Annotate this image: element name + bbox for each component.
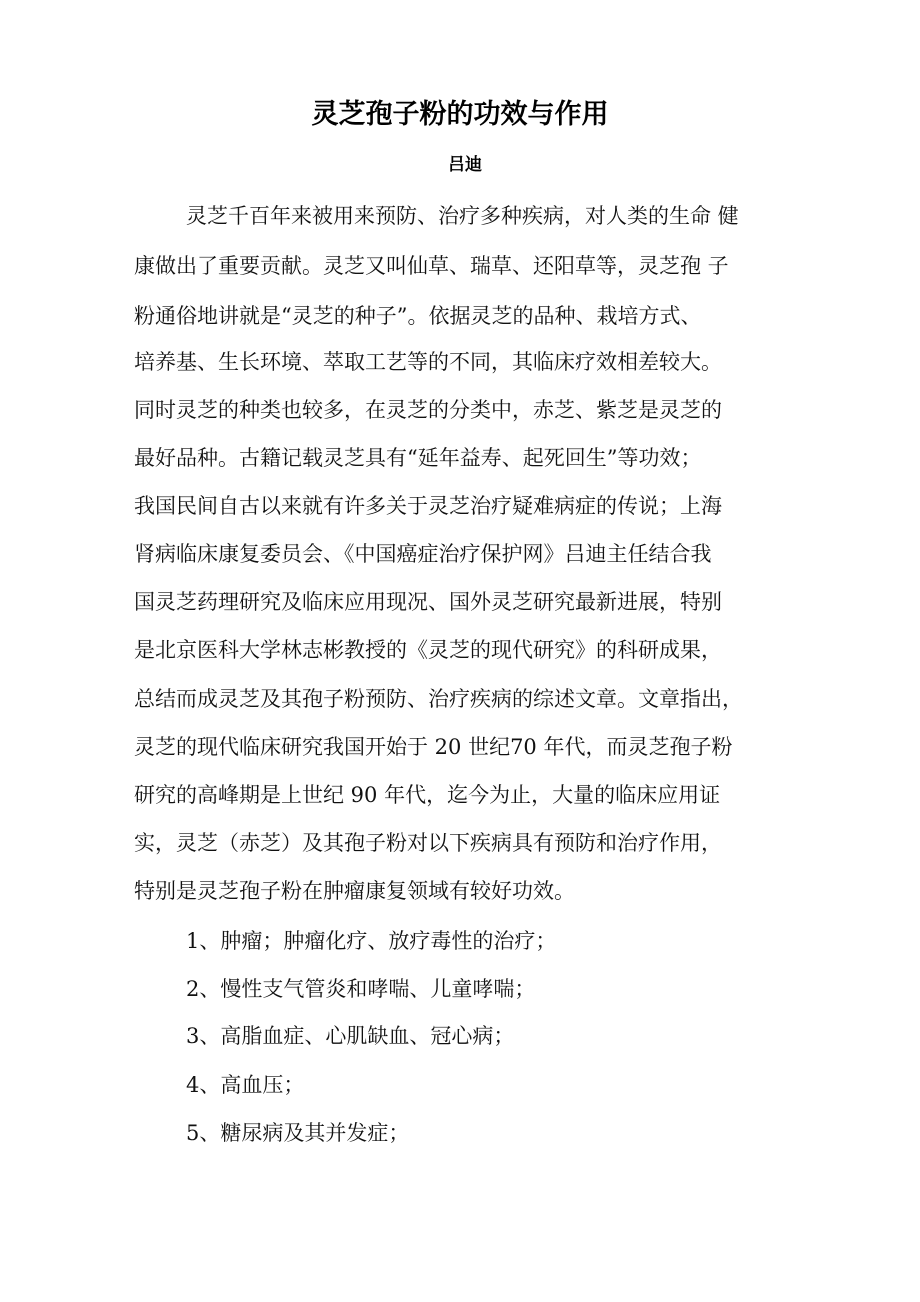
paragraph-line: 是北京医科大学林志彬教授的《灵芝的现代研究》的科研成果， bbox=[134, 638, 722, 662]
paragraph-line: 同时灵芝的种类也较多，在灵芝的分类中，赤芝、紫芝是灵芝的 bbox=[134, 398, 722, 422]
paragraph-line: 肾病临床康复委员会、《中国癌症治疗保护网》吕迪主任结合我 bbox=[134, 542, 712, 566]
paragraph-line: 灵芝千百年来被用来预防、治疗多种疾病，对人类的生命 健 bbox=[186, 204, 739, 228]
paragraph-line: 我国民间自古以来就有许多关于灵芝治疗疑难病症的传说；上海 bbox=[134, 494, 722, 518]
paragraph-line: 总结而成灵芝及其孢子粉预防、治疗疾病的综述文章。文章指出， bbox=[134, 687, 743, 711]
paragraph-line: 最好品种。古籍记载灵芝具有“延年益寿、起死回生”等功效； bbox=[134, 446, 702, 470]
list-item: 4、高血压； bbox=[186, 1073, 305, 1097]
paragraph-line: 粉通俗地讲就是“灵芝的种子”。依据灵芝的品种、栽培方式、 bbox=[134, 304, 702, 328]
paragraph-line: 研究的高峰期是上世纪 90 年代，迄今为止，大量的临床应用证 bbox=[134, 783, 721, 807]
list-item: 2、慢性支气管炎和哮喘、儿童哮喘； bbox=[186, 977, 536, 1001]
paragraph-line: 灵芝的现代临床研究我国开始于 20 世纪70 年代，而灵芝孢子粉 bbox=[134, 735, 733, 759]
author-name: 吕迪 bbox=[448, 155, 482, 175]
paragraph-line: 特别是灵芝孢子粉在肿瘤康复领域有较好功效。 bbox=[134, 879, 575, 903]
paragraph-line: 培养基、生长环境、萃取工艺等的不同，其临床疗效相差较大。 bbox=[134, 350, 722, 374]
paragraph-line: 国灵芝药理研究及临床应用现况、国外灵芝研究最新进展，特别 bbox=[134, 590, 722, 614]
paragraph-line: 实，灵芝（赤芝）及其孢子粉对以下疾病具有预防和治疗作用， bbox=[134, 831, 722, 855]
list-item: 3、高脂血症、心肌缺血、冠心病； bbox=[186, 1024, 515, 1048]
list-item: 1、肿瘤；肿瘤化疗、放疗毒性的治疗； bbox=[186, 929, 557, 953]
paragraph-line: 康做出了重要贡献。灵芝又叫仙草、瑞草、还阳草等，灵芝孢 子 bbox=[134, 254, 729, 278]
list-item: 5、糖尿病及其并发症； bbox=[186, 1121, 410, 1145]
page-title: 灵芝孢子粉的功效与作用 bbox=[311, 99, 609, 130]
